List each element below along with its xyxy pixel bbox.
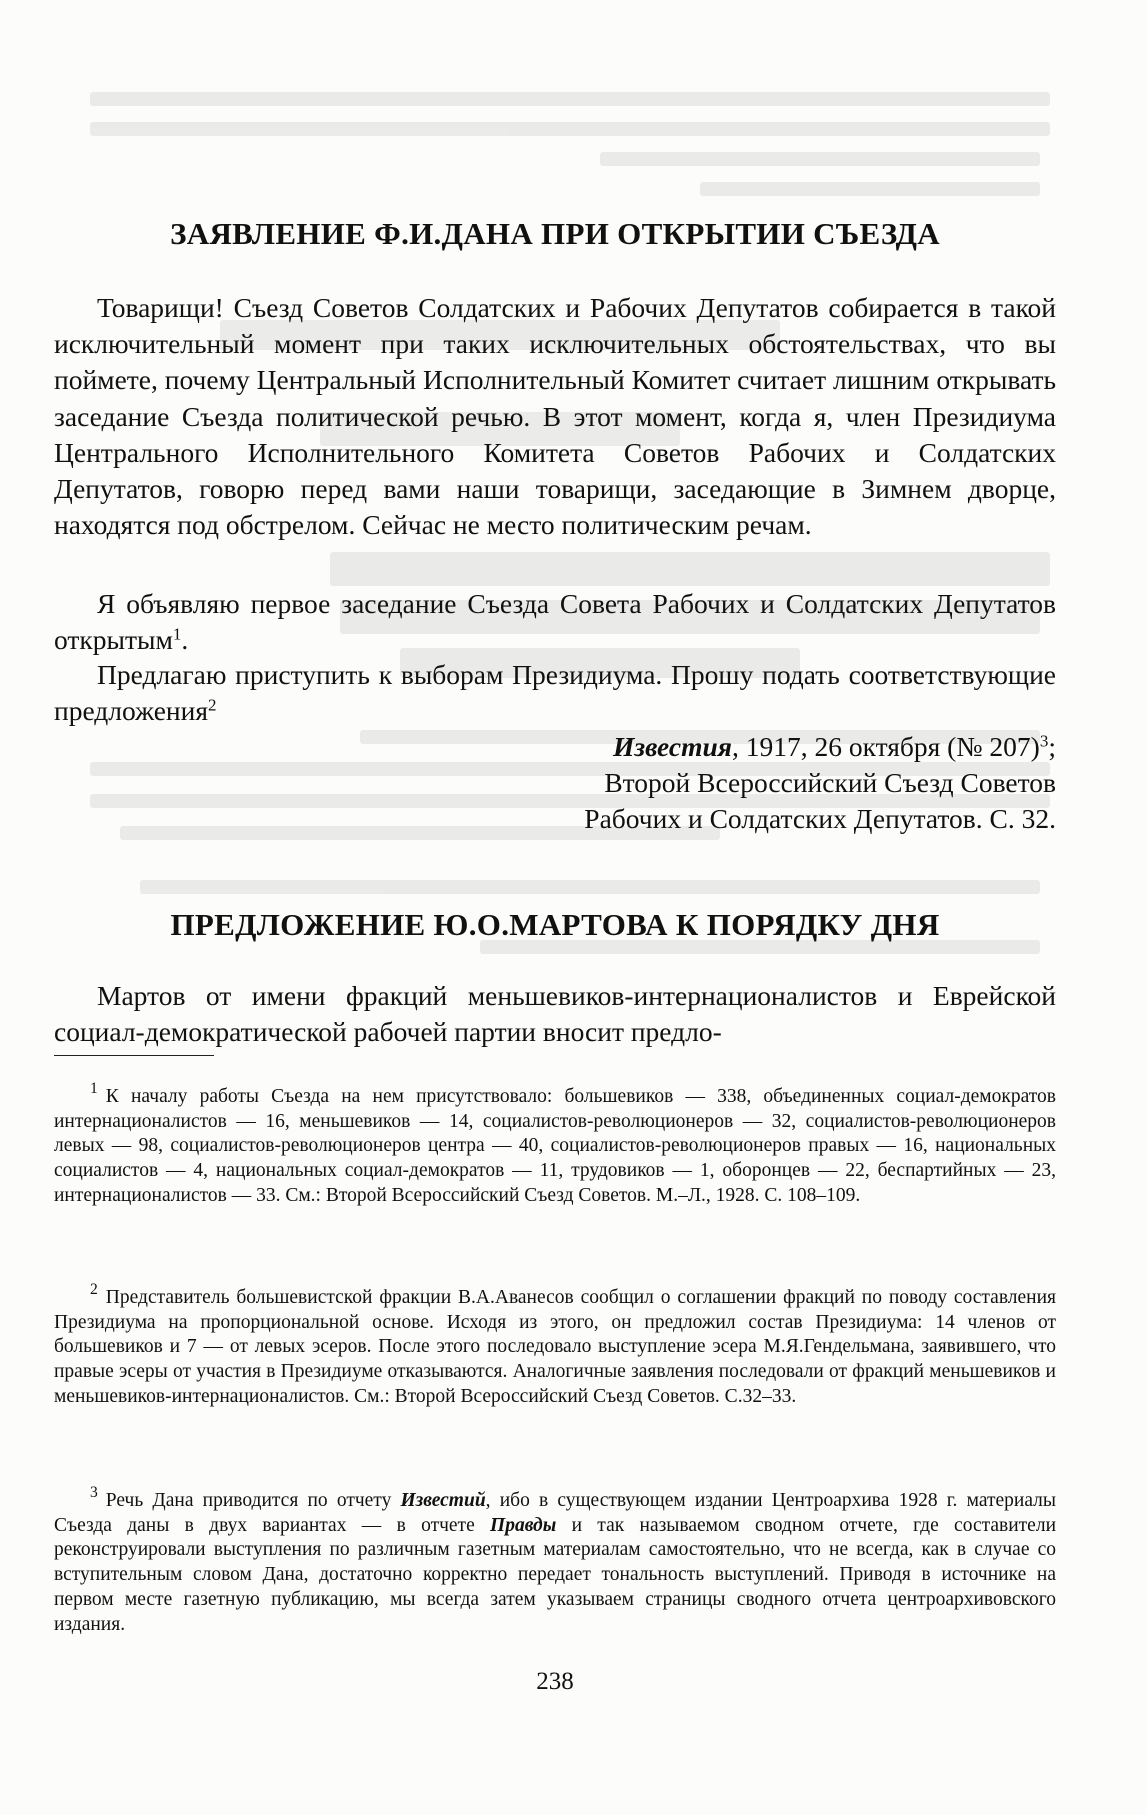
source-newspaper: Известия [612, 731, 732, 762]
footnote-text: Представитель большевистской фракции В.А.Аванесов сообщил о соглашении фракций по поводу составления Президиума на пропорциональной основе. Исходя из этого, он предложил состав Президиума: 14 членов от большевиков и 7 — от левых эсеров. После этого последовало выступление эсера М.Я.Гендельмана, заявившего, что правые эсеры от участия в Президиуме отказываются. Аналогичные заявления последовали от фракций меньшевиков и меньшевиков-интернационалистов. См.: Второй Всероссийский Съезд Советов. С.32–33. [54, 1287, 1056, 1407]
footnote-3 [54, 1483, 1057, 1637]
source-line-3: Рабочих и Солдатских Депутатов. С. 32. [584, 803, 1056, 834]
source-line-2: Второй Всероссийский Съезд Советов [604, 767, 1056, 798]
section-heading-martov: ПРЕДЛОЖЕНИЕ Ю.О.МАРТОВА К ПОРЯДКУ ДНЯ [170, 907, 940, 942]
footnote-number: 1 [90, 1079, 98, 1097]
opening-declaration-paragraph [54, 586, 1056, 658]
footnote-number: 2 [90, 1280, 98, 1298]
martov-paragraph: Мартов от имени фракций меньшевиков-интернационалистов и Еврейской социал-демократической рабочей партии вносит предло- [54, 980, 1056, 1048]
footnote-text: , ибо в существующем издании Центроархива 1928 г. материалы Съезда даны в двух вариантах — в отчете [54, 1490, 1056, 1536]
footnote-emphasis: Правды [490, 1514, 557, 1536]
footnote-ref-3: 3 [1039, 731, 1049, 751]
footnote-number: 3 [90, 1483, 98, 1501]
presidium-proposal-paragraph [54, 657, 1056, 729]
source-line-1 [54, 729, 1056, 765]
footnote-text: К началу работы Съезда на нем присутствовало: большевиков — 338, объединенных социал-демократов интернационалистов — 16, меньшевиков — 14, социалистов-революционеров — 32, социалистов-революционеров левых — 98, социалистов-революционеров центра — 40, социалистов-революционеров правых — 16, национальных социалистов — 4, национальных социал-демократов — 11, трудовиков — 1, оборонцев — 22, беспартийных — 23, интернационалистов — 33. См.: Второй Всероссийский Съезд Советов. М.–Л., 1928. С. 108–109. [54, 1086, 1056, 1206]
dan-speech-paragraph: Товарищи! Съезд Советов Солдатских и Рабочих Депутатов собирается в такой исключительный момент при таких исключительных обстоятельствах, что вы поймете, почему Центральный Исполнительный Комитет считает лишним открывать заседание Съезда политической речью. В этот момент, когда я, член Президиума Центрального Исполнительного Комитета Советов Рабочих и Солдатских Депутатов, говорю перед вами наши товарищи, заседающие в Зимнем дворце, находятся под обстрелом. Сейчас не место политическим речам. [54, 292, 1056, 541]
paragraph-tail: . [181, 624, 189, 656]
footnote-2 [54, 1280, 1056, 1410]
page-number: 238 [536, 1668, 574, 1695]
source-date: , 1917, 26 октября (№ 207) [731, 731, 1040, 762]
footnote-text: и так называемом сводном отчете, где составители реконструировали выступления по различным газетным материалам самостоятельно, что не всегда, как в случае со вступительным словом Дана, достаточно корректно передает тональность выступлений. Приводя в источнике на первом месте газетную публикацию, мы всегда затем указываем страницы сводного отчета центроархивовского издания. [54, 1514, 1057, 1635]
footnote-ref-2: 2 [208, 695, 217, 715]
paragraph-text: Предлагаю приступить к выборам Президиума. Прошу подать соответствующие предложения [54, 659, 1056, 727]
footnote-ref-1: 1 [172, 624, 182, 644]
source-citation [54, 729, 1056, 837]
footnote-1 [54, 1079, 1056, 1209]
footnote-divider [54, 1055, 214, 1056]
section-heading-dan: ЗАЯВЛЕНИЕ Ф.И.ДАНА ПРИ ОТКРЫТИИ СЪЕЗДА [170, 216, 940, 251]
paragraph-text: Я объявляю первое заседание Съезда Совета Рабочих и Солдатских Депутатов открытым [54, 588, 1056, 656]
source-punct: ; [1048, 731, 1056, 762]
footnote-emphasis: Известий [400, 1490, 486, 1511]
footnote-text: Речь Дана приводится по отчету [105, 1490, 401, 1511]
